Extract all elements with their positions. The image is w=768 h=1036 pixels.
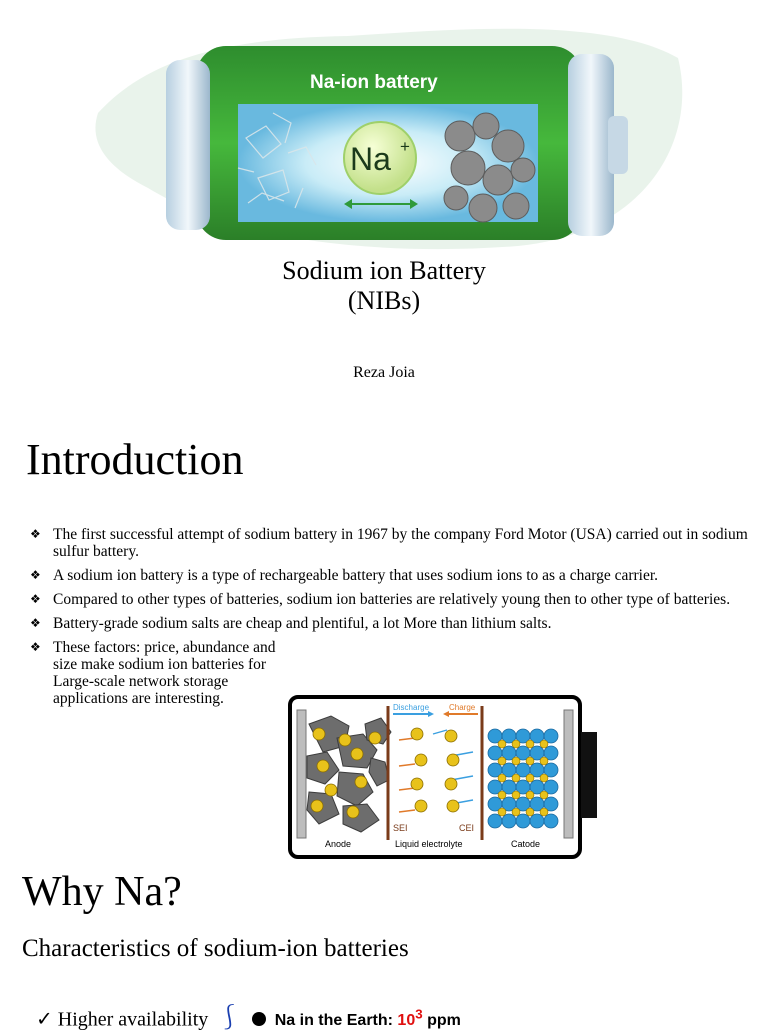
charge-label: Charge (449, 703, 476, 712)
diamond-bullet-icon: ❖ (30, 640, 41, 654)
cathode-na-ion (540, 774, 548, 782)
list-item (30, 615, 754, 632)
list-item (30, 591, 754, 608)
availability-label: Higher availability (57, 1008, 209, 1031)
bullet-text: Compared to other types of batteries, sodium ion batteries are relatively young then to other type of batteries. (53, 591, 731, 608)
bullet-text: Battery-grade sodium salts are cheap and plentiful, a lot More than lithium salts. (53, 615, 552, 632)
cathode-atom (516, 814, 530, 828)
cathode-na-ion (498, 757, 506, 765)
cathode-na-ion (526, 740, 534, 748)
cathode-na-ion (540, 808, 548, 816)
bullet-text: A sodium ion battery is a type of rechargeable battery that uses sodium ions to as a charge carrier. (53, 567, 659, 584)
introduction-heading: Introduction (26, 435, 244, 484)
author-name: Reza Joia (353, 364, 415, 381)
diamond-bullet-icon: ❖ (30, 568, 41, 582)
availability-row (36, 1000, 461, 1036)
na-earth-fact (246, 1007, 461, 1030)
cathode-atom (530, 814, 544, 828)
sei-label: SEI (393, 823, 408, 833)
cathode-label: Catode (511, 839, 541, 849)
cathode-na-ion (512, 791, 520, 799)
bullet-text: These factors: price, abundance and size make sodium ion batteries for Large-scale network storage applications are interesting. (53, 639, 276, 707)
cathode-na-ion (526, 774, 534, 782)
title-line-2: (NIBs) (347, 286, 421, 315)
anode-label: Anode (325, 839, 352, 849)
cathode-na-ion (512, 774, 520, 782)
list-item (30, 567, 754, 584)
cathode-na-ion (512, 808, 520, 816)
cathode-na-ion (498, 774, 506, 782)
cathode-na-ion (498, 740, 506, 748)
cathode-na-ion (526, 791, 534, 799)
cathode-atom (488, 814, 502, 828)
cei-label: CEI (459, 823, 475, 833)
cathode-na-ion (540, 740, 548, 748)
intro-bullet-list (30, 526, 754, 714)
cathode-na-ion (540, 791, 548, 799)
na-earth-label: Na in the Earth: (274, 1012, 393, 1030)
na-ion-cell-diagram (287, 694, 599, 860)
cathode-atom (544, 814, 558, 828)
cathode-na-ion (498, 791, 506, 799)
diamond-bullet-icon: ❖ (30, 527, 41, 541)
bullet-text: The first successful attempt of sodium battery in 1967 by the company Ford Motor (USA) carried out in sodium sulfur battery. (53, 526, 748, 560)
list-item (30, 639, 303, 707)
diamond-bullet-icon: ❖ (30, 616, 41, 630)
cathode-na-ion (526, 757, 534, 765)
title-line-1: Sodium ion Battery (282, 256, 486, 285)
cathode-na-ion (526, 808, 534, 816)
cathode-atom (502, 814, 516, 828)
diamond-bullet-icon: ❖ (30, 592, 41, 606)
characteristics-subheading: Characteristics of sodium-ion batteries (22, 935, 409, 962)
brace-icon: ⎰ (217, 1005, 242, 1032)
na-ion-symbol: Na (350, 141, 391, 177)
na-ion-charge: + (400, 137, 410, 156)
battery-label: Na-ion battery (310, 72, 438, 93)
cathode-na-ion (512, 757, 520, 765)
battery-illustration (88, 18, 688, 258)
checkmark-icon: ✓ (36, 1008, 53, 1031)
why-na-heading: Why Na? (22, 869, 182, 915)
cathode-na-ion (498, 808, 506, 816)
na-earth-value: $10^3$ (397, 1007, 423, 1030)
electrolyte-label: Liquid electrolyte (395, 839, 463, 849)
cover-title (0, 256, 768, 316)
cathode-na-ion (512, 740, 520, 748)
list-item (30, 526, 754, 560)
na-earth-unit: ppm (427, 1012, 461, 1030)
discharge-label: Discharge (393, 703, 430, 712)
cathode-na-ion (540, 757, 548, 765)
bullet-dot-icon (252, 1012, 266, 1026)
